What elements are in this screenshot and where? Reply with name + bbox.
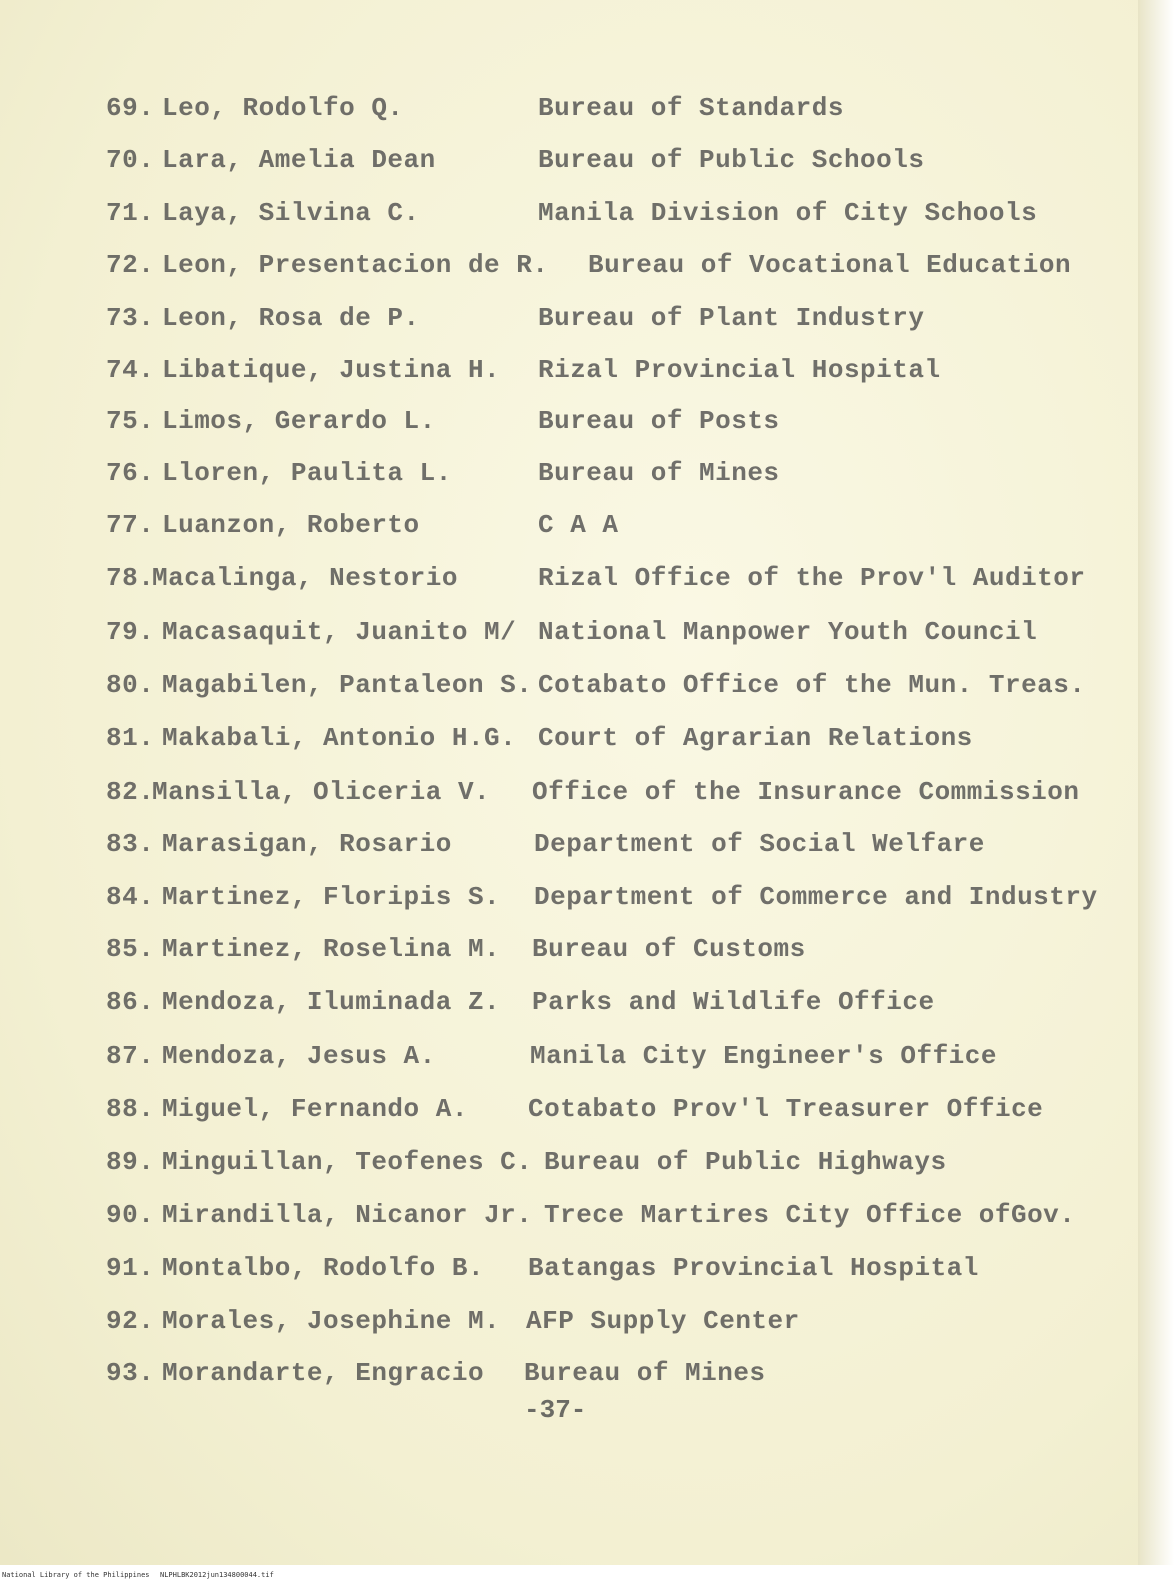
- entry-office: Manila City Engineer's Office: [530, 1041, 997, 1071]
- entry-office: Rizal Provincial Hospital: [538, 355, 941, 385]
- list-item: [106, 458, 1106, 498]
- list-item: [106, 1358, 1106, 1398]
- entry-name: Mendoza, Iluminada Z.: [162, 987, 501, 1017]
- list-item: [106, 1147, 1106, 1187]
- entry-name: Laya, Silvina C.: [162, 198, 420, 228]
- entry-office: Court of Agrarian Relations: [538, 723, 973, 753]
- list-item: [106, 1094, 1106, 1134]
- list-item: [106, 777, 1106, 817]
- entry-office: Batangas Provincial Hospital: [528, 1253, 979, 1283]
- entry-office: Bureau of Public Schools: [538, 145, 925, 175]
- entry-number: 79.: [106, 617, 155, 647]
- list-item: [106, 987, 1106, 1027]
- entry-office: Department of Commerce and Industry: [534, 882, 1098, 912]
- page-edge: [1138, 0, 1174, 1565]
- entry-office: Cotabato Prov'l Treasurer Office: [528, 1094, 1044, 1124]
- entry-name: Leon, Rosa de P.: [162, 303, 420, 333]
- entry-number: 89.: [106, 1147, 155, 1177]
- entry-number: 92.: [106, 1306, 155, 1336]
- entry-number: 87.: [106, 1041, 155, 1071]
- entry-number: 77.: [106, 510, 155, 540]
- entry-name: Lloren, Paulita L.: [162, 458, 452, 488]
- entry-number: 78.: [106, 563, 155, 593]
- list-item: [106, 1041, 1106, 1081]
- entry-number: 90.: [106, 1200, 155, 1230]
- entry-office: Manila Division of City Schools: [538, 198, 1038, 228]
- entry-number: 81.: [106, 723, 155, 753]
- entry-number: 85.: [106, 934, 155, 964]
- footer-filename: NLPHLBK2012jun134800044.tif: [160, 1571, 274, 1579]
- list-item: [106, 563, 1106, 603]
- entry-name: Martinez, Floripis S.: [162, 882, 501, 912]
- entry-name: Marasigan, Rosario: [162, 829, 452, 859]
- entry-office: Bureau of Mines: [538, 458, 780, 488]
- list-item: [106, 723, 1106, 763]
- entry-office: C A A: [538, 510, 619, 540]
- entry-office: Department of Social Welfare: [534, 829, 985, 859]
- entry-number: 74.: [106, 355, 155, 385]
- entry-number: 83.: [106, 829, 155, 859]
- page-number: -37-: [524, 1395, 587, 1425]
- entry-number: 93.: [106, 1358, 155, 1388]
- entry-office: Bureau of Plant Industry: [538, 303, 925, 333]
- list-item: [106, 882, 1106, 922]
- entry-number: 80.: [106, 670, 155, 700]
- entry-name: Morales, Josephine M.: [162, 1306, 501, 1336]
- entry-number: 76.: [106, 458, 155, 488]
- entry-office: Bureau of Posts: [538, 406, 780, 436]
- list-item: [106, 1253, 1106, 1293]
- entry-office: Bureau of Public Highways: [544, 1147, 947, 1177]
- entry-number: 75.: [106, 406, 155, 436]
- entry-number: 69.: [106, 93, 155, 123]
- entry-name: Libatique, Justina H.: [162, 355, 501, 385]
- entry-office: Trece Martires City Office ofGov.: [544, 1200, 1076, 1230]
- list-item: [106, 934, 1106, 974]
- entry-name: Minguillan, Teofenes C.: [162, 1147, 533, 1177]
- list-item: [106, 510, 1106, 550]
- entry-office: Parks and Wildlife Office: [532, 987, 935, 1017]
- entry-number: 84.: [106, 882, 155, 912]
- entry-name: Montalbo, Rodolfo B.: [162, 1253, 485, 1283]
- list-item: [106, 145, 1106, 185]
- entry-number: 72.: [106, 250, 155, 280]
- entry-number: 70.: [106, 145, 155, 175]
- entry-name: Mirandilla, Nicanor Jr.: [162, 1200, 533, 1230]
- entry-name: Makabali, Antonio H.G.: [162, 723, 517, 753]
- list-item: [106, 250, 1106, 290]
- entry-office: Bureau of Standards: [538, 93, 844, 123]
- entry-office: Office of the Insurance Commission: [532, 777, 1080, 807]
- list-item: [106, 670, 1106, 710]
- scan-footer: [0, 1567, 1174, 1583]
- list-item: [106, 1200, 1106, 1240]
- list-item: [106, 617, 1106, 657]
- entry-number: 71.: [106, 198, 155, 228]
- footer-source: National Library of the Philippines: [2, 1571, 150, 1579]
- list-item: [106, 829, 1106, 869]
- entry-number: 91.: [106, 1253, 155, 1283]
- list-item: [106, 355, 1106, 395]
- list-item: [106, 1306, 1106, 1346]
- entry-number: 86.: [106, 987, 155, 1017]
- entry-name: Macasaquit, Juanito M/: [162, 617, 517, 647]
- entry-number: 73.: [106, 303, 155, 333]
- list-item: [106, 303, 1106, 343]
- entry-name: Martinez, Roselina M.: [162, 934, 501, 964]
- list-item: [106, 93, 1106, 133]
- entry-office: AFP Supply Center: [526, 1306, 800, 1336]
- entry-name: Limos, Gerardo L.: [162, 406, 436, 436]
- entry-office: National Manpower Youth Council: [538, 617, 1038, 647]
- entry-office: Rizal Office of the Prov'l Auditor: [538, 563, 1086, 593]
- entry-number: 82.: [106, 777, 155, 807]
- entry-office: Cotabato Office of the Mun. Treas.: [538, 670, 1086, 700]
- entry-name: Leon, Presentacion de R.: [162, 250, 549, 280]
- entry-office: Bureau of Customs: [532, 934, 806, 964]
- list-item: [106, 198, 1106, 238]
- entry-name: Mendoza, Jesus A.: [162, 1041, 436, 1071]
- entry-name: Morandarte, Engracio: [162, 1358, 485, 1388]
- entry-name: Leo, Rodolfo Q.: [162, 93, 404, 123]
- entry-number: 88.: [106, 1094, 155, 1124]
- list-item: [106, 406, 1106, 446]
- entry-name: Magabilen, Pantaleon S.: [162, 670, 533, 700]
- entry-name: Mansilla, Oliceria V.: [152, 777, 491, 807]
- entry-name: Lara, Amelia Dean: [162, 145, 436, 175]
- entry-office: Bureau of Vocational Education: [588, 250, 1072, 280]
- entry-office: Bureau of Mines: [524, 1358, 766, 1388]
- entry-name: Miguel, Fernando A.: [162, 1094, 468, 1124]
- entry-name: Macalinga, Nestorio: [152, 563, 458, 593]
- entry-name: Luanzon, Roberto: [162, 510, 420, 540]
